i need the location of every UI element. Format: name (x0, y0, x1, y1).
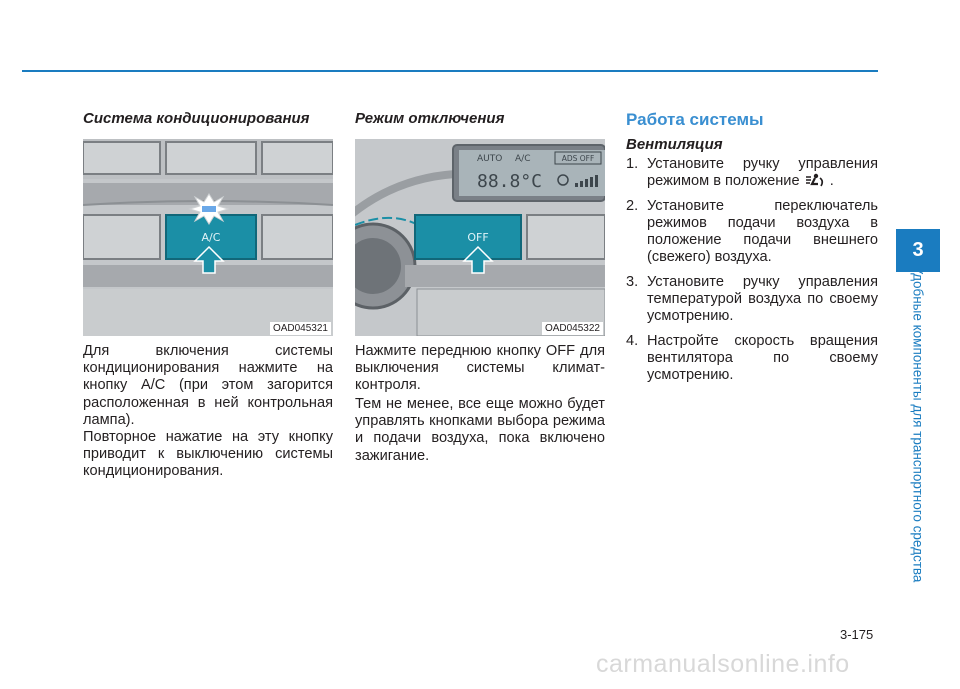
vent-mode-icon (804, 173, 826, 189)
top-rule (22, 70, 878, 72)
figure-off-button (355, 139, 605, 336)
climate-panel-illustration (355, 139, 605, 336)
figure-code: OAD045322 (542, 322, 603, 335)
ac-button-label: A/C (201, 231, 221, 244)
subheading-ventilation: Вентиляция (626, 136, 723, 153)
display-temperature: 88.8°C (477, 171, 543, 192)
chapter-title: Удобные компоненты для транспортного средства (910, 265, 926, 583)
watermark: carmanualsonline.info (596, 650, 850, 678)
ventilation-steps (626, 156, 878, 392)
paragraph: Повторное нажатие на эту кнопку приводит к выключению системы кондиционирования. (83, 429, 333, 480)
chapter-tab: 3 (896, 229, 940, 272)
figure-code: OAD045321 (270, 322, 331, 335)
paragraph: Тем не менее, все еще можно будет управлять кнопками выбора режима и подачи воздуха, пока включено зажигание. (355, 396, 605, 464)
display-ac: A/C (515, 154, 531, 164)
paragraph: Нажмите переднюю кнопку OFF для выключения системы климат-контроля. (355, 343, 605, 394)
figure-ac-button (83, 139, 333, 336)
list-item: 2. Установите переключатель режимов подачи воздуха в положение подачи внешнего (свежего) воздуха. (626, 197, 878, 266)
ac-panel-illustration (83, 139, 333, 336)
display-ads-off: ADS OFF (561, 154, 595, 163)
display-auto: AUTO (477, 154, 503, 164)
paragraph: Для включения системы кондиционирования нажмите на кнопку A/C (при этом загорится расположенная в ней контрольная лампа). (83, 343, 333, 428)
list-item: 1. Установите ручку управления режимом в положение . (626, 156, 878, 190)
list-item: 4. Настройте скорость вращения вентилятора по своему усмотрению. (626, 332, 878, 384)
section-heading-off-mode: Режим отключения (355, 110, 505, 127)
off-button-label: OFF (467, 231, 489, 244)
indicator-light-icon (190, 194, 228, 224)
section-heading-system-operation: Работа системы (626, 110, 764, 129)
section-heading-air-conditioning: Система кондиционирования (83, 110, 310, 127)
page-number: 3-175 (840, 627, 874, 642)
list-item: 3. Установите ручку управления температурой воздуха по своему усмотрению. (626, 273, 878, 325)
